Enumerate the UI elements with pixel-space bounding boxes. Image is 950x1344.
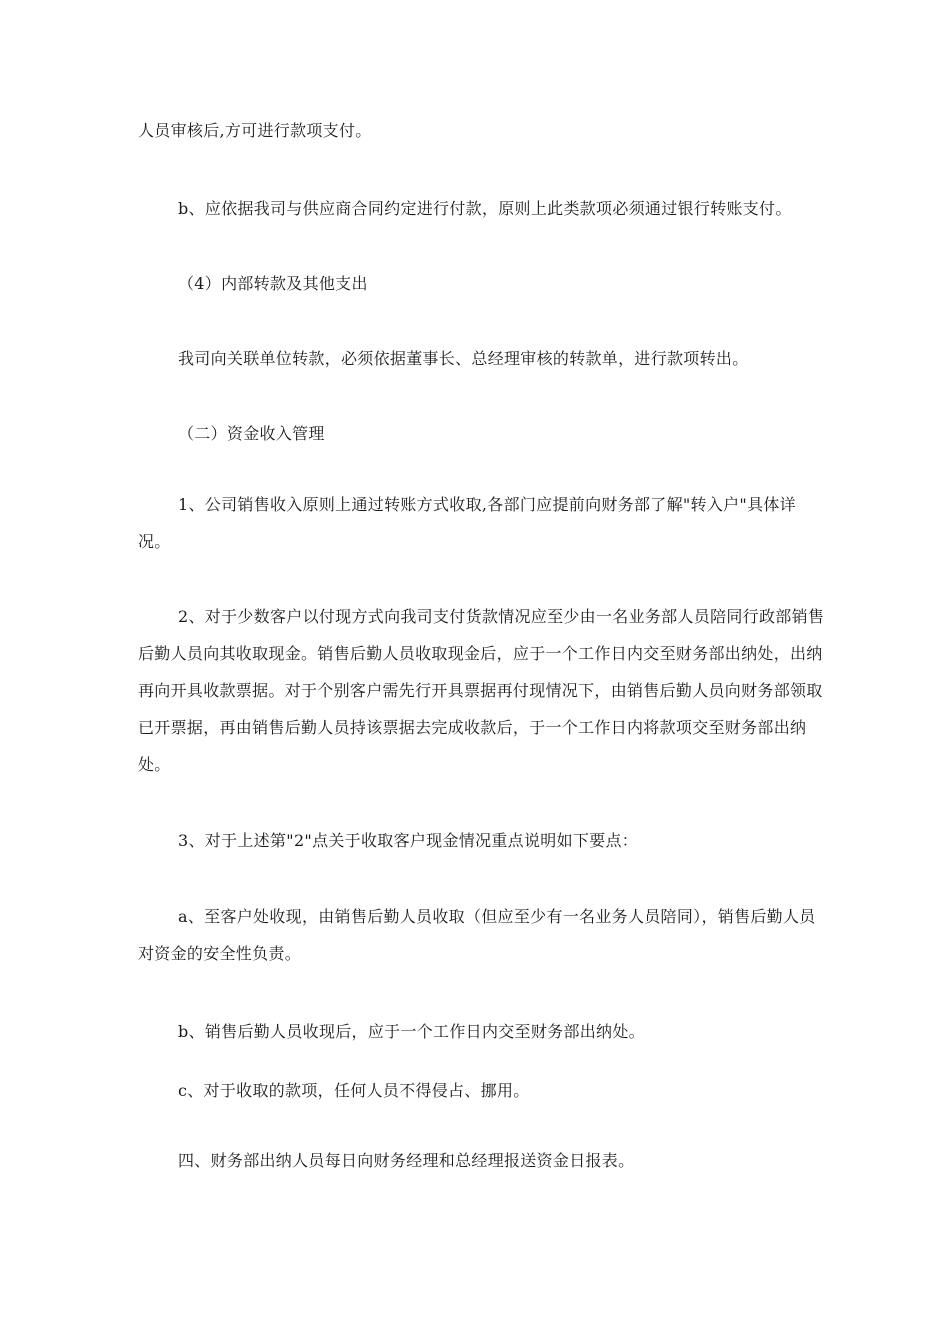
- heading-internal-transfer: （4）内部转款及其他支出: [178, 274, 368, 293]
- paragraph-rule-b: b、销售后勤人员收现后，应于一个工作日内交至财务部出纳处。: [178, 1022, 645, 1041]
- paragraph-income-rule-1: 1、公司销售收入原则上通过转账方式收取,各部门应提前向财务部了解"转入户"具体详况。: [138, 495, 796, 551]
- paragraph-payment-review: 人员审核后,方可进行款项支付。: [138, 121, 372, 140]
- paragraph-related-transfer: 我司向关联单位转款，必须依据董事长、总经理审核的转款单，进行款项转出。: [178, 349, 749, 368]
- paragraph-rule-c: c、对于收取的款项，任何人员不得侵占、挪用。: [178, 1081, 530, 1100]
- paragraph-supplier-payment: b、应依据我司与供应商合同约定进行付款，原则上此类款项必须通过银行转账支付。: [178, 199, 792, 218]
- paragraph-income-rule-3: 3、对于上述第"2"点关于收取客户现金情况重点说明如下要点：: [178, 831, 639, 850]
- heading-income-management: （二）资金收入管理: [178, 424, 325, 443]
- paragraph-daily-report: 四、财务部出纳人员每日向财务经理和总经理报送资金日报表。: [178, 1151, 635, 1170]
- paragraph-income-rule-2: 2、对于少数客户以付现方式向我司支付货款情况应至少由一名业务部人员陪同行政部销售后勤人员向其收取现金。销售后勤人员收取现金后，应于一个工作日内交至财务部出纳处，出纳再向开具收款票据。对于个别客户需先行开具票据再付现情况下，由销售后勤人员向财务部领取已开票据，再由销售后勤人员持该票据去完成收款后，于一个工作日内将款项交至财务部出纳处。: [138, 607, 825, 774]
- paragraph-rule-a: a、至客户处收现，由销售后勤人员收取（但应至少有一名业务人员陪同），销售后勤人员对资金的安全性负责。: [138, 907, 816, 963]
